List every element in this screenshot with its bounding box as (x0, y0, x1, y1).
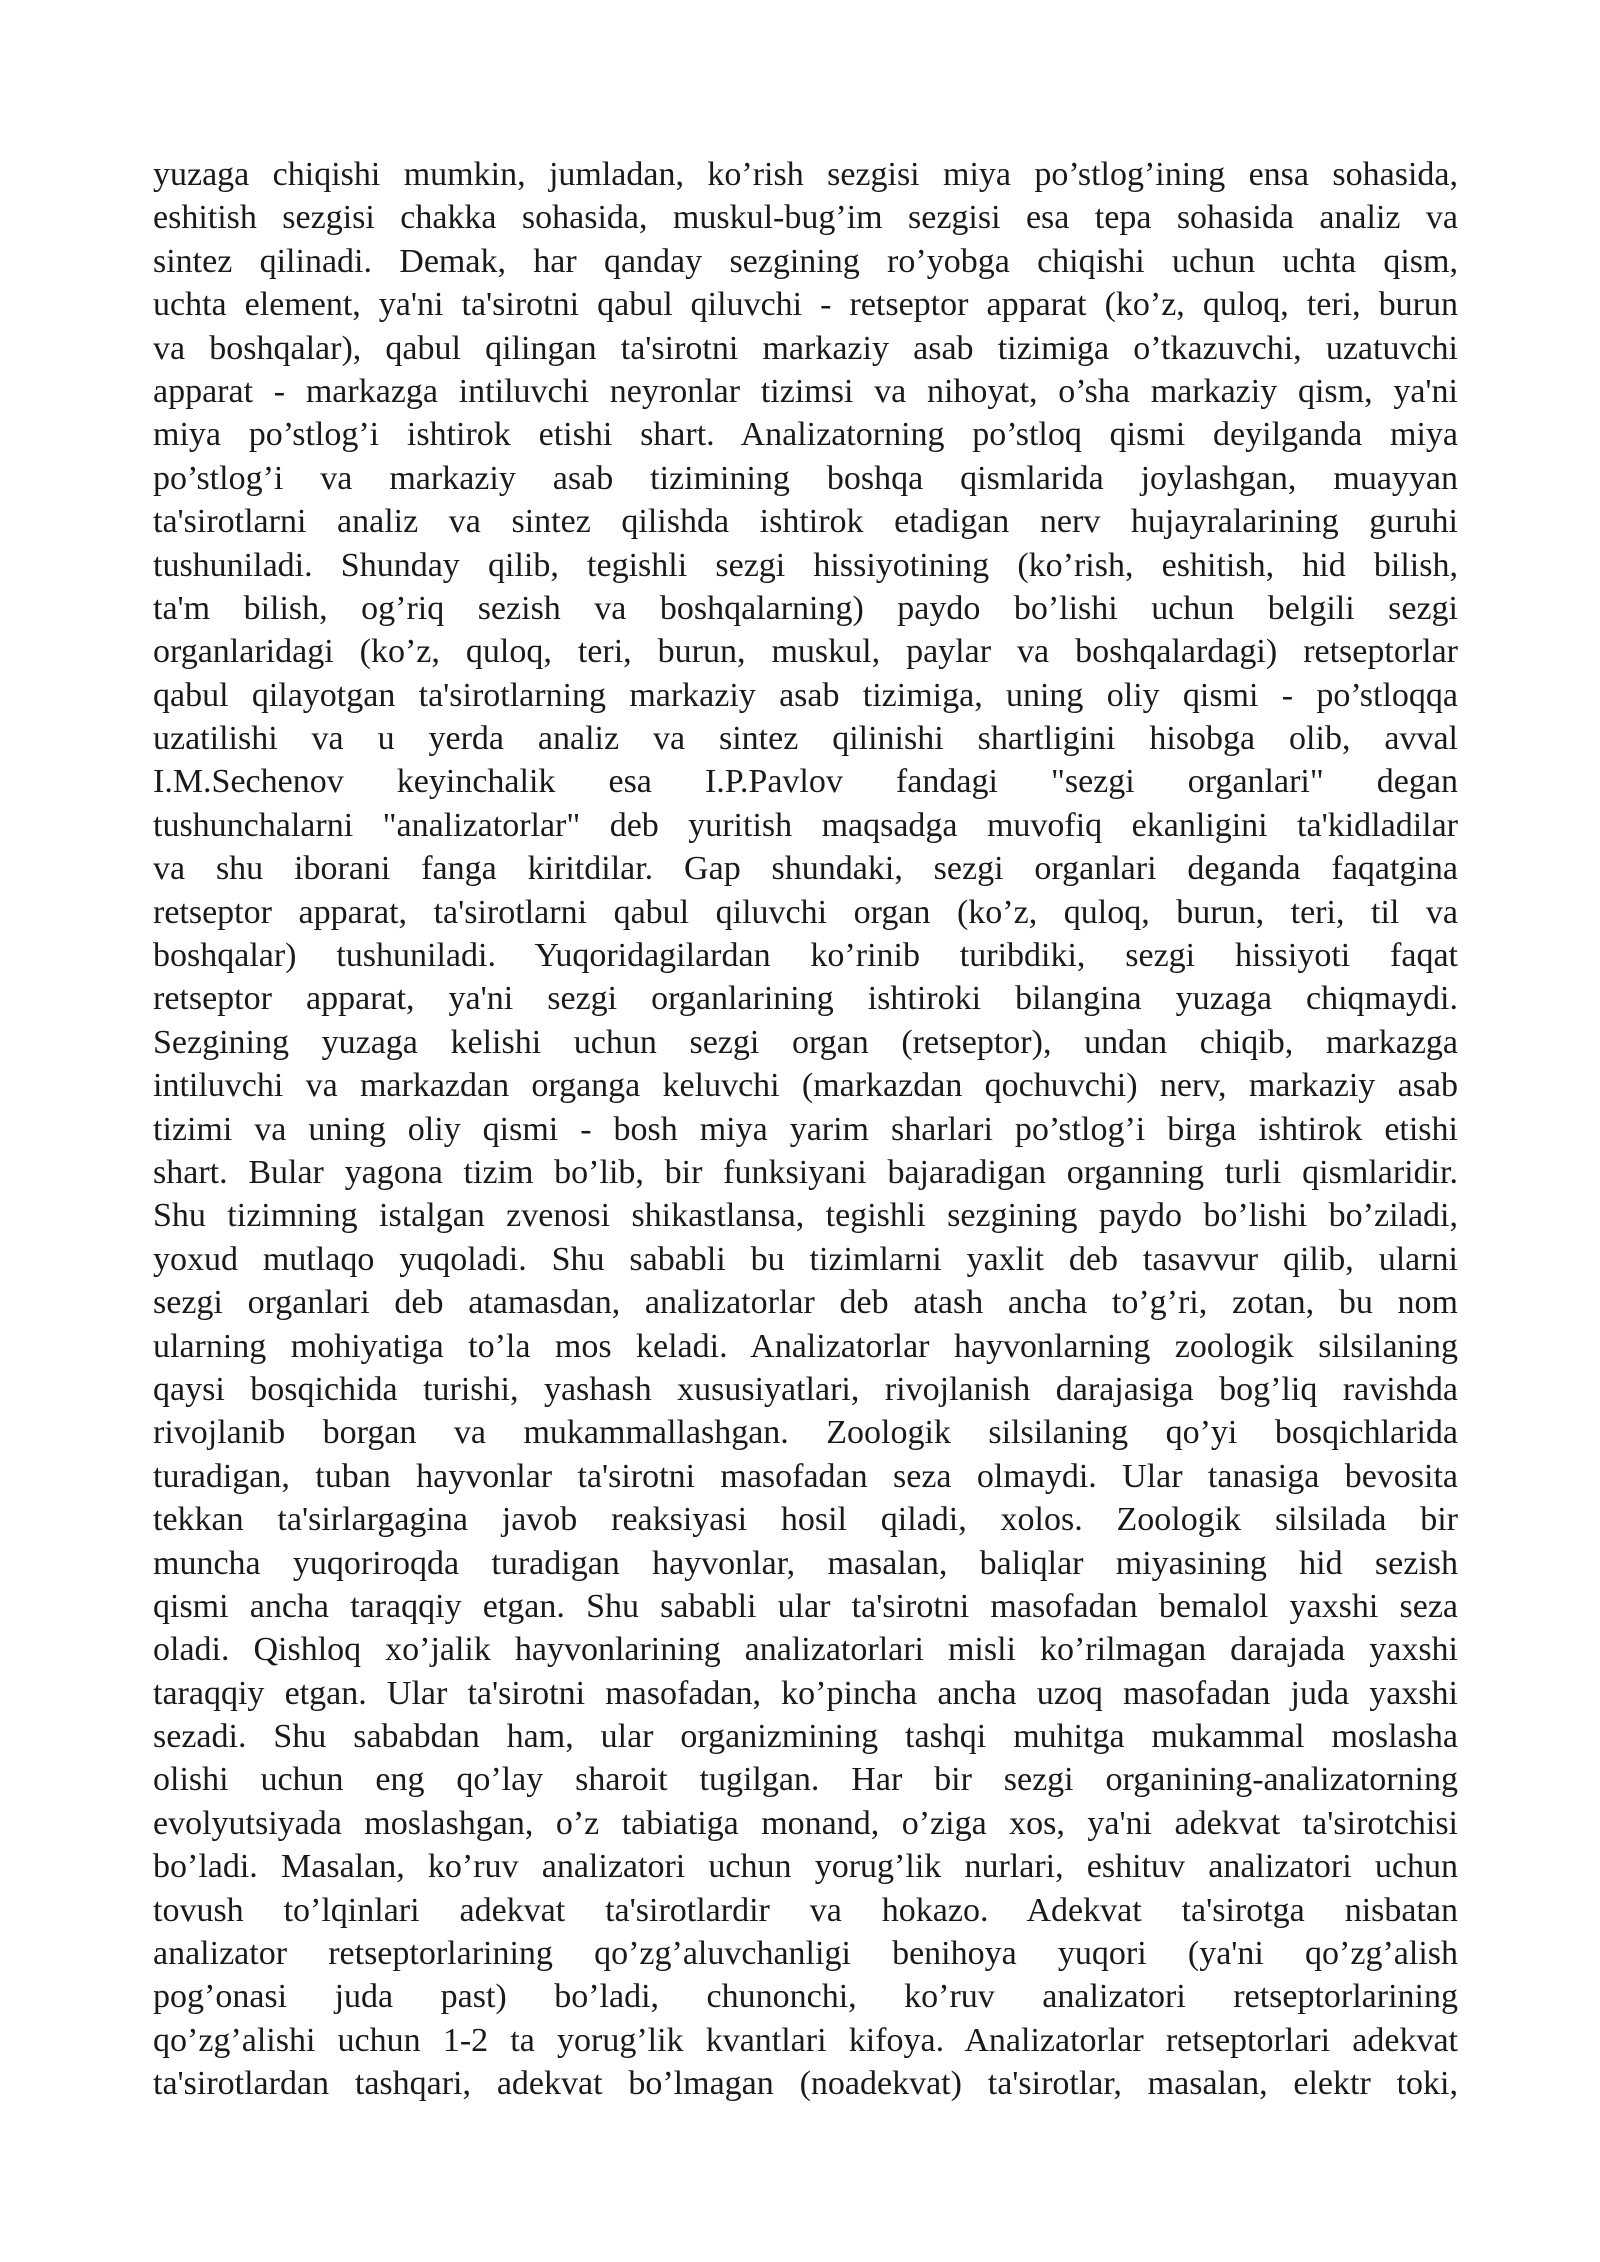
text-line: tushuniladi. Shunday qilib, tegishli sezgi hissiyotining (ko’rish, eshitish, hid bilish, (153, 546, 1458, 584)
text-line: eshitish sezgisi chakka sohasida, muskul-bug’im sezgisi esa tepa sohasida analiz va (153, 199, 1458, 237)
text-line: intiluvchi va markazdan organga keluvchi (markazdan qochuvchi) nerv, markaziy asab (153, 1067, 1458, 1105)
text-line: evolyutsiyada moslashgan, o’z tabiatiga monand, o’ziga xos, ya'ni adekvat ta'sirotchisi (153, 1804, 1458, 1842)
text-line: va shu iborani fanga kiritdilar. Gap shundaki, sezgi organlari deganda faqatgina (153, 850, 1458, 888)
text-line: tizimi va uning oliy qismi - bosh miya yarim sharlari po’stlog’i birga ishtirok etishi (153, 1110, 1458, 1148)
text-line: turadigan, tuban hayvonlar ta'sirotni masofadan seza olmaydi. Ular tanasiga bevosita (153, 1457, 1458, 1495)
text-line: retseptor apparat, ya'ni sezgi organlarining ishtiroki bilangina yuzaga chiqmaydi. (153, 980, 1458, 1018)
text-line: retseptor apparat, ta'sirotlarni qabul qiluvchi organ (ko’z, quloq, burun, teri, til va (153, 893, 1458, 931)
text-line: qabul qilayotgan ta'sirotlarning markaziy asab tizimiga, uning oliy qismi - po’stloqqa (153, 676, 1458, 714)
text-line: apparat - markazga intiluvchi neyronlar tizimsi va nihoyat, o’sha markaziy qism, ya'ni (153, 372, 1458, 410)
text-line: shart. Bular yagona tizim bo’lib, bir funksiyani bajaradigan organning turli qismlaridir. (153, 1153, 1458, 1191)
body-text (153, 153, 1458, 2106)
text-line: uzatilishi va u yerda analiz va sintez qilinishi shartligini hisobga olib, avval (153, 720, 1458, 758)
text-line: oladi. Qishloq xo’jalik hayvonlarining analizatorlari misli ko’rilmagan darajada yaxshi (153, 1631, 1458, 1669)
text-line: tekkan ta'sirlargagina javob reaksiyasi hosil qiladi, xolos. Zoologik silsilada bir (153, 1501, 1458, 1539)
text-line: tushunchalarni "analizatorlar" deb yuritish maqsadga muvofiq ekanligini ta'kidladilar (153, 806, 1458, 844)
text-line: muncha yuqoriroqda turadigan hayvonlar, masalan, baliqlar miyasining hid sezish (153, 1544, 1458, 1582)
text-line: bo’ladi. Masalan, ko’ruv analizatori uchun yorug’lik nurlari, eshituv analizatori uchun (153, 1848, 1458, 1886)
text-line: I.M.Sechenov keyinchalik esa I.P.Pavlov fandagi "sezgi organlari" degan (153, 763, 1458, 801)
text-line: olishi uchun eng qo’lay sharoit tugilgan. Har bir sezgi organining-analizatorning (153, 1761, 1458, 1799)
text-line: boshqalar) tushuniladi. Yuqoridagilardan ko’rinib turibdiki, sezgi hissiyoti faqat (153, 937, 1458, 975)
text-line: ta'sirotlardan tashqari, adekvat bo’lmagan (noadekvat) ta'sirotlar, masalan, elektr toki, (153, 2065, 1458, 2103)
text-line: qismi ancha taraqqiy etgan. Shu sababli ular ta'sirotni masofadan bemalol yaxshi seza (153, 1587, 1458, 1625)
text-line: ularning mohiyatiga to’la mos keladi. Analizatorlar hayvonlarning zoologik silsilaning (153, 1327, 1458, 1365)
text-line: tovush to’lqinlari adekvat ta'sirotlardir va hokazo. Adekvat ta'sirotga nisbatan (153, 1891, 1458, 1929)
text-line: sintez qilinadi. Demak, har qanday sezgining ro’yobga chiqishi uchun uchta qism, (153, 242, 1458, 280)
text-line: qaysi bosqichida turishi, yashash xususiyatlari, rivojlanish darajasiga bog’liq ravishda (153, 1370, 1458, 1408)
text-line: ta'sirotlarni analiz va sintez qilishda ishtirok etadigan nerv hujayralarining guruhi (153, 503, 1458, 541)
text-line: Shu tizimning istalgan zvenosi shikastlansa, tegishli sezgining paydo bo’lishi bo’ziladi, (153, 1197, 1458, 1235)
text-line: sezadi. Shu sababdan ham, ular organizmining tashqi muhitga mukammal moslasha (153, 1718, 1458, 1756)
text-line: analizator retseptorlarining qo’zg’aluvchanligi benihoya yuqori (ya'ni qo’zg’alish (153, 1935, 1458, 1973)
text-line: sezgi organlari deb atamasdan, analizatorlar deb atash ancha to’g’ri, zotan, bu nom (153, 1284, 1458, 1322)
text-line: qo’zg’alishi uchun 1-2 ta yorug’lik kvantlari kifoya. Analizatorlar retseptorlari adekvat (153, 2021, 1458, 2059)
text-line: yoxud mutlaqo yuqoladi. Shu sababli bu tizimlarni yaxlit deb tasavvur qilib, ularni (153, 1240, 1458, 1278)
text-line: yuzaga chiqishi mumkin, jumladan, ko’rish sezgisi miya po’stlog’ining ensa sohasida, (153, 156, 1458, 193)
text-line: Sezgining yuzaga kelishi uchun sezgi organ (retseptor), undan chiqib, markazga (153, 1023, 1458, 1061)
text-line: taraqqiy etgan. Ular ta'sirotni masofadan, ko’pincha ancha uzoq masofadan juda yaxshi (153, 1674, 1458, 1712)
text-line: pog’onasi juda past) bo’ladi, chunonchi, ko’ruv analizatori retseptorlarining (153, 1978, 1458, 2016)
text-line: organlaridagi (ko’z, quloq, teri, burun, muskul, paylar va boshqalardagi) retseptorlar (153, 633, 1458, 671)
text-line: miya po’stlog’i ishtirok etishi shart. Analizatorning po’stloq qismi deyilganda miya (153, 416, 1458, 454)
text-line: po’stlog’i va markaziy asab tizimining boshqa qismlarida joylashgan, muayyan (153, 459, 1458, 497)
text-line: uchta element, ya'ni ta'sirotni qabul qiluvchi - retseptor apparat (ko’z, quloq, teri, burun (153, 286, 1458, 324)
text-line: ta'm bilish, og’riq sezish va boshqalarning) paydo bo’lishi uchun belgili sezgi (153, 589, 1458, 627)
text-line: va boshqalar), qabul qilingan ta'sirotni markaziy asab tizimiga o’tkazuvchi, uzatuvchi (153, 329, 1458, 367)
text-line: rivojlanib borgan va mukammallashgan. Zoologik silsilaning qo’yi bosqichlarida (153, 1414, 1458, 1452)
